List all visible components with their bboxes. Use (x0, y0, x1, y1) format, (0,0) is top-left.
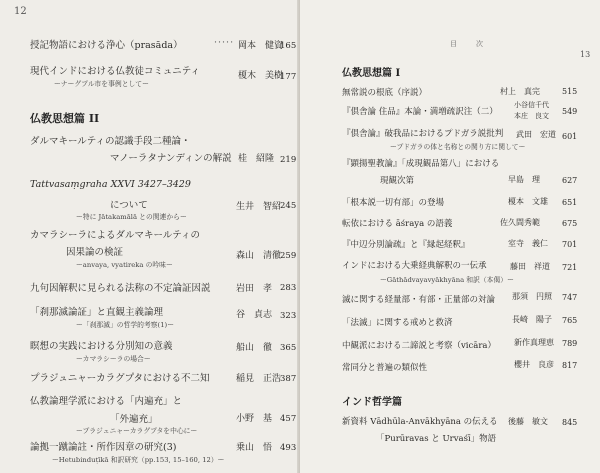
entry-title: 転依における āśraya の語義 (342, 219, 453, 229)
entry-author-2: 本庄 良文 (514, 112, 549, 120)
entry-page: 701 (562, 240, 578, 249)
entry-title: 滅に関する経量部・有部・正量部の対論 (342, 295, 496, 305)
entry-subtitle: ーHetubinduṭīkā 和訳研究（pp.153, 15–160, 12）ー (52, 456, 225, 464)
entry-subtitle: ーanvaya, vyatireka の吟味ー (76, 261, 173, 269)
entry-author: 船山 徹 (236, 343, 273, 353)
entry-subtitle: ープドガラの体と名称との関り方に関してー (390, 143, 526, 151)
entry-title-cont: マノーラタナンディンの解説 (110, 153, 232, 164)
entry-subtitle: ープラジュニャーカラグプタを中心にー (76, 427, 198, 435)
entry-title: 無常説の根底（序説） (342, 88, 428, 98)
entry-title-cont: 因果論の検証 (66, 247, 124, 258)
entry-title: 「法滅」に関する戒めと救済 (342, 318, 453, 328)
entry-author: 谷 貞志 (236, 310, 273, 320)
entry-title: インドにおける大乗経典解釈の一伝承 (342, 261, 487, 271)
entry-author: 長崎 陽子 (512, 315, 552, 324)
entry-page: 627 (562, 176, 578, 185)
entry-subtitle: ーナーグプル市を事例としてー (54, 80, 149, 88)
entry-title: カマラシーラによるダルマキールティの (30, 230, 201, 241)
entry-title: 論拠一蹴論註・所作因章の研究(3) (30, 442, 177, 453)
entry-author: 岩田 孝 (236, 284, 273, 294)
entry-title-cont: 「Purūravas と Urvaśī」物語 (376, 434, 497, 444)
entry-page: 515 (562, 87, 578, 96)
entry-page: 165 (280, 41, 297, 51)
entry-author: 生井 智紹 (236, 202, 282, 212)
entry-title: 新資料 Vādhūla-Anvākhyāna の伝える (342, 417, 498, 427)
entry-author: 櫻井 良彦 (514, 360, 554, 369)
entry-page: 219 (280, 155, 297, 165)
entry-page: 493 (280, 443, 297, 453)
entry-author: 乗山 悟 (236, 443, 273, 453)
entry-page: 789 (562, 339, 578, 348)
page-number-left: 12 (14, 6, 27, 17)
entry-title: Tattvasaṃgraha XXVI 3427–3429 (30, 179, 191, 190)
page-number-right: 13 (580, 50, 591, 59)
entry-subtitle: ー特に Jātakamālā との関連からー (76, 213, 187, 221)
section-title: インド哲学篇 (342, 397, 402, 408)
entry-page: 323 (280, 311, 297, 321)
entry-page: 721 (562, 263, 578, 272)
entry-page: 747 (562, 293, 578, 302)
entry-page: 283 (280, 283, 297, 293)
entry-author: 岡本 健資 (238, 41, 284, 51)
entry-page: 601 (562, 132, 578, 141)
entry-title: 中観派における二諦説と考察（vicāra） (342, 341, 496, 351)
entry-author: 武田 宏道 (516, 130, 556, 139)
entry-author-1: 小谷信千代 (514, 101, 549, 109)
entry-author: 桂 紹隆 (238, 154, 275, 164)
entry-author: 小野 基 (236, 414, 273, 424)
entry-author: 早島 理 (508, 175, 540, 184)
entry-author: 那須 円照 (512, 292, 552, 301)
entry-author: 村上 真完 (500, 87, 540, 96)
entry-subtitle: ーGāthādvayavyākhyāna 和訳（本偈）ー (380, 276, 514, 284)
entry-title: 仏教論理学派における「内遍充」と (30, 396, 183, 407)
entry-page: 765 (562, 316, 578, 325)
entry-page: 457 (280, 414, 297, 424)
entry-title: 『倶舎論 住品』本論・満増疏訳注（二） (342, 107, 498, 117)
entry-title: 『倶舎論』破我品におけるプドガラ説批判 (342, 129, 504, 139)
entry-subtitle: ーカマラシーラの場合ー (76, 355, 151, 363)
entry-author: 室寺 義仁 (508, 239, 548, 248)
entry-title: 『中辺分別論疏』と『縁起経釈』 (342, 240, 470, 250)
entry-title: 瞑想の実践における分別知の意義 (30, 341, 173, 352)
entry-title: 「刹那滅論証」と直観主義論理 (30, 307, 164, 318)
entry-page: 651 (562, 198, 578, 207)
entry-title: 九句因解釈に見られる法称の不定論証因説 (30, 283, 211, 294)
entry-page: 387 (280, 374, 297, 384)
entry-page: 365 (280, 343, 297, 353)
entry-author: 稲見 正浩 (236, 374, 282, 384)
entry-page: 817 (562, 361, 578, 370)
entry-title-cont: について (110, 200, 148, 211)
entry-author: 佐久間秀範 (500, 218, 540, 227)
section-title: 仏教思想篇 I (342, 68, 401, 79)
entry-title: 現代インドにおける仏教徒コミュニティ (30, 66, 201, 77)
entry-page: 245 (280, 201, 297, 211)
entry-page: 549 (562, 107, 578, 116)
entry-title: 常同分と普遍の類似性 (342, 363, 428, 373)
entry-title-cont: 現観次第 (380, 176, 415, 186)
running-head: 目 次 (450, 40, 489, 48)
entry-title: プラジュニャーカラグプタにおける不二知 (30, 373, 210, 384)
entry-title: 『顕揚聖教論』「成現観品第八」における (342, 159, 500, 169)
entry-title: 「根本説一切有部」の登場 (342, 198, 445, 208)
entry-title: 授記物語における浄心（prasāda） (30, 40, 183, 51)
entry-page: 675 (562, 219, 578, 228)
entry-author: 後藤 敏文 (508, 417, 548, 426)
entry-title-cont: 「外遍充」 (110, 414, 158, 425)
section-title: 仏教思想篇 II (30, 112, 100, 125)
right-page (300, 0, 600, 473)
entry-author: 藤田 祥道 (510, 262, 550, 271)
entry-author: 森山 清徹 (236, 251, 282, 261)
entry-page: 177 (280, 72, 297, 82)
entry-title: ダルマキールティの認識手段二種論・ (30, 136, 191, 147)
entry-subtitle: ー「刹那滅」の哲学的考察(1)ー (76, 321, 174, 329)
leader-dots: ····· (214, 37, 235, 48)
entry-author: 榎木 美樹 (238, 71, 284, 81)
entry-author: 榎本 文雄 (508, 197, 548, 206)
entry-page: 259 (280, 251, 297, 261)
entry-page: 845 (562, 418, 578, 427)
entry-author: 新作真理恵 (514, 338, 554, 347)
